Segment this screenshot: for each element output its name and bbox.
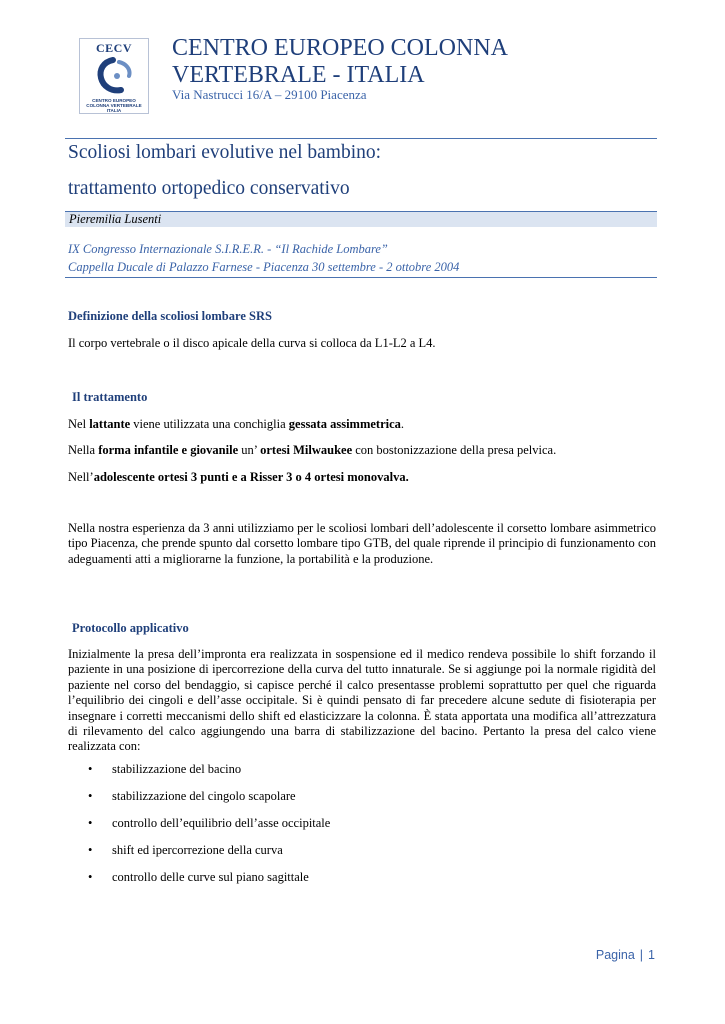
list-item: • stabilizzazione del cingolo scapolare: [88, 789, 296, 803]
protocol-paragraph: Inizialmente la presa dell’impronta era realizzata in sospensione ed il medico rendeva possibile lo shift forzando il paziente in una posizione di ipercorrezione della curva del tutto innaturale. Se si aggiunge poi la normale rigidità del paziente nel corso del bendaggio, si capisce perché il calco presentasse problemi soprattutto per quel che riguarda l’equilibrio dei cingoli e dell’asse occipitale. Si è quindi pensato di far precedere alcune sedute di fisioterapia per insegnare i corretti meccanismi dello shift ed elasticizzare la colonna. È stata apportata una modifica all’attrezzatura di rilevamento del calco aggiungendo una barra di stabilizzazione del bacino. Pertanto la presa del calco viene realizzata con:: [68, 647, 656, 754]
bullet-icon: •: [88, 762, 93, 776]
section-heading-treatment: Il trattamento: [72, 390, 148, 404]
protocol-bullet-list: [68, 762, 656, 897]
treatment-paragraph-infant: Nel lattante viene utilizzata una conchiglia gessata assimmetrica.: [68, 417, 405, 431]
document-title-line-1: Scoliosi lombari evolutive nel bambino:: [68, 142, 382, 163]
header-divider: [65, 138, 657, 139]
page-separator: |: [639, 948, 644, 962]
treatment-paragraph-adolescent: Nell’adolescente ortesi 3 punti e a Risser 3 o 4 ortesi monovalva.: [68, 470, 409, 484]
bullet-icon: •: [88, 843, 93, 857]
logo-acronym: CECV: [95, 41, 132, 55]
logo-caption: CENTRO EUROPEO COLONNA VERTEBRALE ITALIA: [86, 98, 142, 114]
organization-name: CENTRO EUROPEO COLONNA VERTEBRALE - ITALIA: [172, 35, 508, 88]
congress-line-1: IX Congresso Internazionale S.I.R.E.R. - “Il Rachide Lombare”: [68, 242, 388, 256]
author-bar: [65, 211, 657, 227]
author-name: Pieremilia Lusenti: [69, 212, 162, 226]
logo-spine-mark-icon: [93, 56, 137, 96]
definition-text: Il corpo vertebrale o il disco apicale della curva si colloca da L1-L2 a L4.: [68, 336, 436, 350]
list-item: • controllo dell’equilibrio dell’asse occipitale: [88, 816, 331, 830]
document-title-line-2: trattamento ortopedico conservativo: [68, 178, 350, 199]
cecv-logo: [79, 38, 149, 114]
bullet-icon: •: [88, 816, 93, 830]
experience-paragraph: Nella nostra esperienza da 3 anni utilizziamo per le scoliosi lombari dell’adolescente il corsetto lombare asimmetrico tipo Piacenza, che prende spunto dal corsetto lombare tipo GTB, del quale riprende il principio di funzionamento con adeguamenti atti a migliorarne la funzione, la portabilità e la produzione.: [68, 521, 656, 566]
treatment-paragraph-juvenile: Nella forma infantile e giovanile un’ ortesi Milwaukee con bostonizzazione della presa pelvica.: [68, 443, 557, 457]
section-heading-definition: Definizione della scoliosi lombare SRS: [68, 309, 272, 323]
page-footer: [596, 948, 655, 962]
list-item: • stabilizzazione del bacino: [88, 762, 242, 776]
list-item: • shift ed ipercorrezione della curva: [88, 843, 283, 857]
page-number: 1: [648, 948, 655, 962]
list-item: • controllo delle curve sul piano sagittale: [88, 870, 309, 884]
congress-divider: [65, 277, 657, 278]
bullet-icon: •: [88, 789, 93, 803]
page-label: Pagina: [595, 948, 635, 962]
congress-line-2: Cappella Ducale di Palazzo Farnese - Piacenza 30 settembre - 2 ottobre 2004: [68, 260, 460, 274]
bullet-icon: •: [88, 870, 93, 884]
section-heading-protocol: Protocollo applicativo: [72, 621, 189, 635]
organization-address: Via Nastrucci 16/A – 29100 Piacenza: [172, 87, 367, 102]
